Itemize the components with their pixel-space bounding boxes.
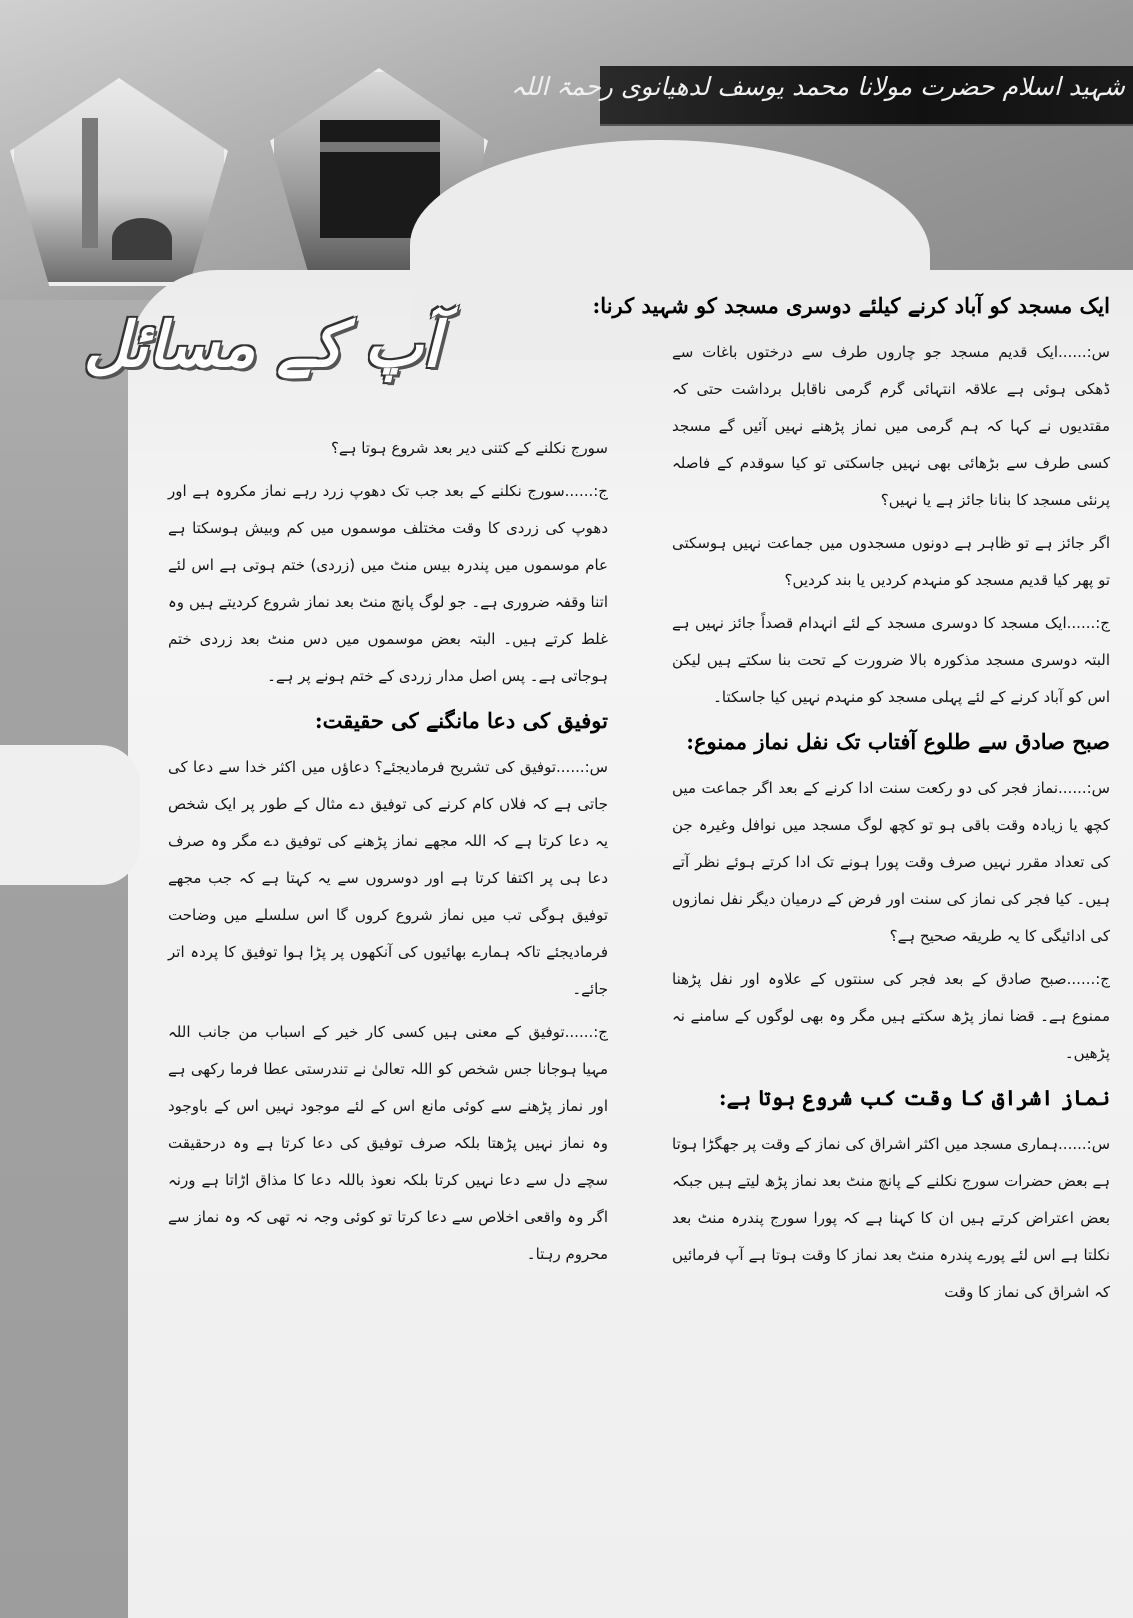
answer-paragraph: ج:......ایک مسجد کا دوسری مسجد کے لئے انہدام قصداً جائز نہیں ہے البتہ دوسری مسجد مذکورہ بالا ضرورت کے تحت بنا سکتے ہیں لیکن اس کو آباد کرنے کے لئے پہلی مسجد کو منہدم نہیں کیا جاسکتا۔ — [672, 614, 1110, 706]
heading-tawfiq-dua: توفیق کی دعا مانگنے کی حقیقت: — [314, 708, 608, 733]
heading-mosque-demolition: ایک مسجد کو آباد کرنے کیلئے دوسری مسجد کو شہید کرنا: — [592, 293, 1110, 318]
question-paragraph: اگر جائز ہے تو ظاہر ہے دونوں مسجدوں میں جماعت نہیں ہوسکتی تو پھر کیا قدیم مسجد کو منہدم کردیں یا بند کردیں؟ — [672, 534, 1110, 589]
answer-paragraph: ج:......سورج نکلنے کے بعد جب تک دھوپ زرد رہے نماز مکروہ ہے اور دھوپ کی زردی کا وقت مختلف موسموں میں کم وبیش ہوسکتا ہے عام موسموں میں پندرہ بیس منٹ میں (زردی) ختم ہوتی ہے اس لئے اتنا وقفہ ضروری ہے۔ جو لوگ پانچ منٹ بعد نماز شروع کردیتے ہیں وہ غلط کرتے ہیں۔ البتہ بعض موسموں میں دس منٹ بعد زردی ختم ہوجاتی ہے۔ پس اصل مدار زردی کے ختم ہونے پر ہے۔ — [168, 482, 608, 685]
green-dome-image — [112, 218, 172, 260]
question-paragraph: س:......نماز فجر کی دو رکعت سنت ادا کرنے کے بعد اگر جماعت میں کچھ یا زیادہ وقت باقی ہو تو کچھ لوگ مسجد میں نوافل وغیرہ جن کی تعداد مقرر نہیں صرف وقت پورا ہونے تک ادا کرتے ہوئے نظر آتے ہیں۔ کیا فجر کی نماز کی سنت اور فرض کے درمیان دیگر نفل نمازوں کی ادائیگی کا یہ طریقہ صحیح ہے؟ — [672, 779, 1110, 945]
answer-paragraph: ج:......توفیق کے معنی ہیں کسی کار خیر کے اسباب من جانب اللہ مہیا ہوجانا جس شخص کو اللہ تعالیٰ نے تندرستی عطا فرما رکھی ہے اور نماز پڑھنے سے کوئی مانع اس کے لئے موجود نہیں اس کے باوجود وہ نماز نہیں پڑھتا بلکہ صرف توفیق کی دعا کرتا ہے وہ درحقیقت سچے دل سے دعا نہیں کرتا بلکہ نعوذ باللہ دعا کا مذاق اڑاتا ہے ورنہ اگر وہ واقعی اخلاص سے دعا کرتا تو کوئی وجہ نہ تھی کہ وہ نماز سے محروم رہتا۔ — [168, 1023, 608, 1263]
author-name: شہید اسلام حضرت مولانا محمد یوسف لدھیانوی رحمۃ اللہ — [510, 72, 1125, 101]
heading-nafl-after-dawn: صبح صادق سے طلوع آفتاب تک نفل نماز ممنوع: — [686, 729, 1110, 754]
question-continuation: سورج نکلنے کے کتنی دیر بعد شروع ہوتا ہے؟ — [330, 439, 608, 457]
heading-ishraq-time: نماز اشراق کا وقت کب شروع ہوتا ہے: — [718, 1085, 1110, 1110]
section-title: آپ کے مسائل — [83, 308, 440, 381]
answer-paragraph: ج:......صبح صادق کے بعد فجر کی سنتوں کے علاوہ اور نفل پڑھنا ممنوع ہے۔ قضا نماز پڑھ سکتے ہیں مگر وہ بھی لوگوں کے سامنے نہ پڑھیں۔ — [672, 970, 1110, 1062]
author-banner — [510, 66, 1133, 126]
question-paragraph: س:......ایک قدیم مسجد جو چاروں طرف سے درختوں باغات سے ڈھکی ہوئی ہے علاقہ انتہائی گرم گرمی ناقابل برداشت حتی کہ مقتدیوں نے کہا کہ ہم گرمی میں نماز پڑھنے نہیں آئیں گے مسجد کسی طرف سے بڑھائی بھی نہیں جاسکتی تو کیا سوقدم کے فاصلہ پرنئی مسجد کا بنانا جائز ہے یا نہیں؟ — [672, 343, 1110, 509]
question-paragraph: س:......توفیق کی تشریح فرمادیجئے؟ دعاؤں میں اکثر خدا سے دعا کی جاتی ہے کہ فلاں کام کرنے کی توفیق دے مثال کے طور پر ایک شخص یہ دعا کرتا ہے کہ اللہ مجھے نماز پڑھنے کی توفیق دے مگر وہ صرف دعا ہی پر اکتفا کرتا ہے اور دوسروں سے یہ کہتا ہے کہ جب مجھے توفیق ہوگی تب میں نماز شروع کروں گا اس سلسلے میں وضاحت فرمادیجئے تاکہ ہمارے بھائیوں کی آنکھوں پر پڑا ہوا توفیق کا پردہ اتر جائے۔ — [168, 758, 608, 998]
left-column — [168, 430, 608, 1279]
minaret-image — [82, 118, 98, 248]
side-tab-shape — [0, 745, 140, 885]
right-column — [592, 286, 1110, 1317]
kaaba-kiswa-band — [320, 142, 440, 152]
question-paragraph: س:......ہماری مسجد میں اکثر اشراق کی نماز کے وقت پر جھگڑا ہوتا ہے بعض حضرات سورج نکلنے کے پانچ منٹ بعد نماز پڑھ لیتے ہیں جبکہ بعض اعتراض کرتے ہیں ان کا کہنا ہے کہ پورا سورج پندرہ منٹ بعد نکلتا ہے اس لئے پورے پندرہ منٹ بعد نماز کا وقت ہوتا ہے آپ فرمائیں کہ اشراق کی نماز کا وقت — [672, 1135, 1110, 1301]
